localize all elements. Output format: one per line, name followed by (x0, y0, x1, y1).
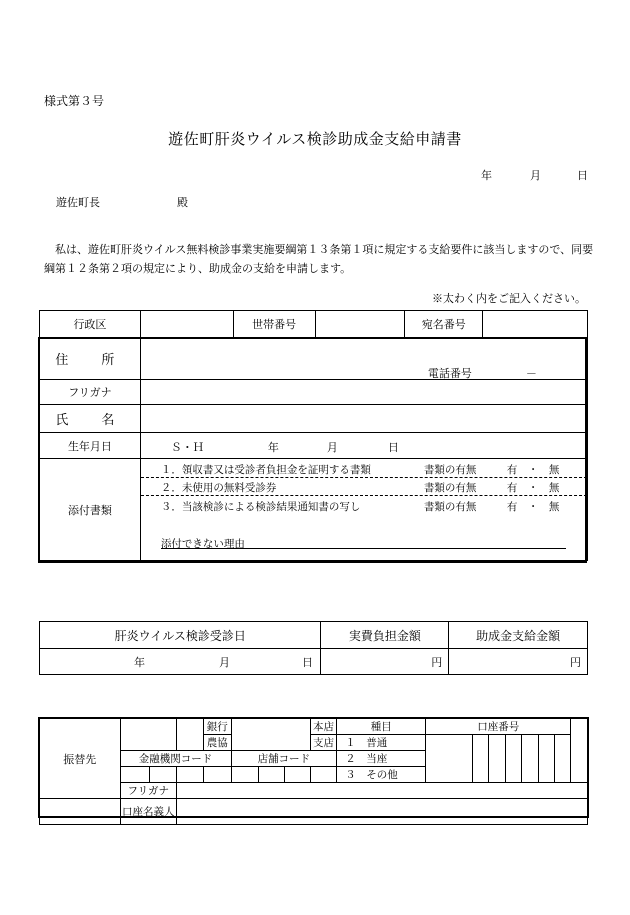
acct-digit-3[interactable] (489, 735, 505, 783)
date-month: 月 (530, 169, 541, 182)
applicant-table (39, 310, 588, 561)
acct-digit-7[interactable] (554, 735, 570, 783)
name-label: 氏 名 (40, 405, 141, 433)
acct-digit-5[interactable] (522, 735, 538, 783)
attachment-3-options[interactable]: 有 ・ 無 (506, 501, 560, 513)
attachments-label: 添付書類 (40, 459, 141, 561)
birth-month: 月 (326, 441, 338, 454)
bank-furigana-label: フリガナ (120, 783, 176, 799)
branch-code-2[interactable] (258, 767, 284, 783)
exam-year: 年 (134, 656, 145, 669)
subsidy-header: 助成金支給金額 (449, 622, 588, 649)
cost-field[interactable] (321, 649, 449, 675)
shumoku-header: 種目 (337, 719, 426, 735)
acct-digit-1[interactable] (426, 735, 472, 783)
subsidy-yen: 円 (570, 655, 581, 669)
attachment-1-options[interactable]: 有 ・ 無 (506, 464, 560, 476)
attachment-2-options[interactable]: 有 ・ 無 (506, 482, 560, 494)
cost-yen: 円 (431, 655, 443, 669)
setai-field[interactable] (315, 311, 405, 338)
bank-furigana-field[interactable] (176, 783, 587, 799)
address-field[interactable] (140, 338, 587, 380)
birthdate-field[interactable] (140, 433, 587, 459)
bank-code-4[interactable] (204, 767, 231, 783)
honorific: 殿 (177, 196, 188, 209)
atena-field[interactable] (483, 311, 588, 338)
atena-label: 宛名番号 (405, 311, 483, 338)
account-no-header: 口座番号 (426, 719, 571, 735)
nokyo-label[interactable]: 農協 (204, 735, 231, 751)
attachment-1-label: １．領収書又は受診者負担金を証明する書類 (160, 464, 371, 476)
attachment-3-col: 書類の有無 (423, 501, 477, 513)
subsidy-field[interactable] (449, 649, 588, 675)
attachment-2-label: ２．未使用の無料受診券 (160, 482, 277, 494)
honten-label[interactable]: 本店 (310, 719, 336, 735)
no-attach-reason-line[interactable] (161, 548, 566, 549)
bank-table (39, 718, 588, 825)
form-number: 様式第３号 (44, 94, 105, 108)
exam-day: 日 (302, 656, 313, 669)
setai-label: 世帯番号 (233, 311, 315, 338)
gyoseiku-label: 行政区 (40, 311, 141, 338)
exam-month: 月 (219, 656, 230, 669)
address-label: 住 所 (40, 338, 141, 380)
branch-code-3[interactable] (284, 767, 310, 783)
gyoseiku-field[interactable] (140, 311, 233, 338)
birth-day: 日 (387, 441, 399, 454)
acct-digit-6[interactable] (538, 735, 554, 783)
page-title: 遊佐町肝炎ウイルス検診助成金支給申請書 (168, 130, 462, 148)
attachment-3-label: ３．当該検診による検診結果通知書の写し (160, 501, 361, 513)
branch-code-label: 店舗コード (231, 751, 337, 767)
shumoku-opt2[interactable]: ２ 当座 (337, 751, 426, 767)
birth-year: 年 (267, 441, 279, 454)
attachment-2-col: 書類の有無 (423, 482, 477, 494)
bank-code-label: 金融機関コード (120, 751, 231, 767)
branch-name-field[interactable] (231, 719, 310, 751)
holder-field[interactable] (176, 799, 587, 825)
birthdate-label: 生年月日 (40, 433, 141, 459)
bank-code-3[interactable] (176, 767, 203, 783)
transfer-to-label: 振替先 (40, 719, 121, 799)
shumoku-opt1[interactable]: １ 普通 (337, 735, 426, 751)
addressee: 遊佐町長 (56, 196, 100, 209)
exam-date-field[interactable] (40, 649, 321, 675)
no-attach-reason-label: 添付できない理由 (160, 538, 245, 550)
branch-code-4[interactable] (310, 767, 336, 783)
furigana-field[interactable] (140, 380, 587, 405)
ginko-label[interactable]: 銀行 (204, 719, 231, 735)
date-day: 日 (577, 169, 588, 182)
phone-label: 電話番号 (427, 367, 472, 380)
date-year: 年 (481, 169, 492, 182)
acct-digit-2[interactable] (472, 735, 488, 783)
shiten-label[interactable]: 支店 (310, 735, 336, 751)
application-statement: 私は、遊佐町肝炎ウイルス無料検診事業実施要綱第１３条第１項に規定する支給要件に該当しますので、同要綱第１２条第２項の規定により、助成金の支給を申請します。 (44, 243, 594, 275)
fill-in-note: ※太わく内をご記入ください。 (432, 292, 586, 305)
bank-code-2[interactable] (149, 767, 176, 783)
furigana-label: フリガナ (40, 380, 141, 405)
acct-digit-4[interactable] (505, 735, 521, 783)
bank-name-field[interactable] (120, 719, 176, 751)
attachment-1-col: 書類の有無 (423, 464, 477, 476)
cost-header: 実費負担金額 (321, 622, 449, 649)
name-field[interactable] (140, 405, 587, 433)
holder-label: 口座名義人 (120, 799, 176, 825)
phone-dash: － (525, 367, 537, 380)
bank-code-1[interactable] (120, 767, 149, 783)
branch-code-1[interactable] (231, 767, 258, 783)
era-select[interactable]: Ｓ・Ｈ (170, 441, 204, 454)
exam-date-header: 肝炎ウイルス検診受診日 (40, 622, 321, 649)
shumoku-opt3[interactable]: ３ その他 (337, 767, 426, 783)
amount-table (39, 621, 588, 675)
attachments-field (140, 459, 587, 561)
